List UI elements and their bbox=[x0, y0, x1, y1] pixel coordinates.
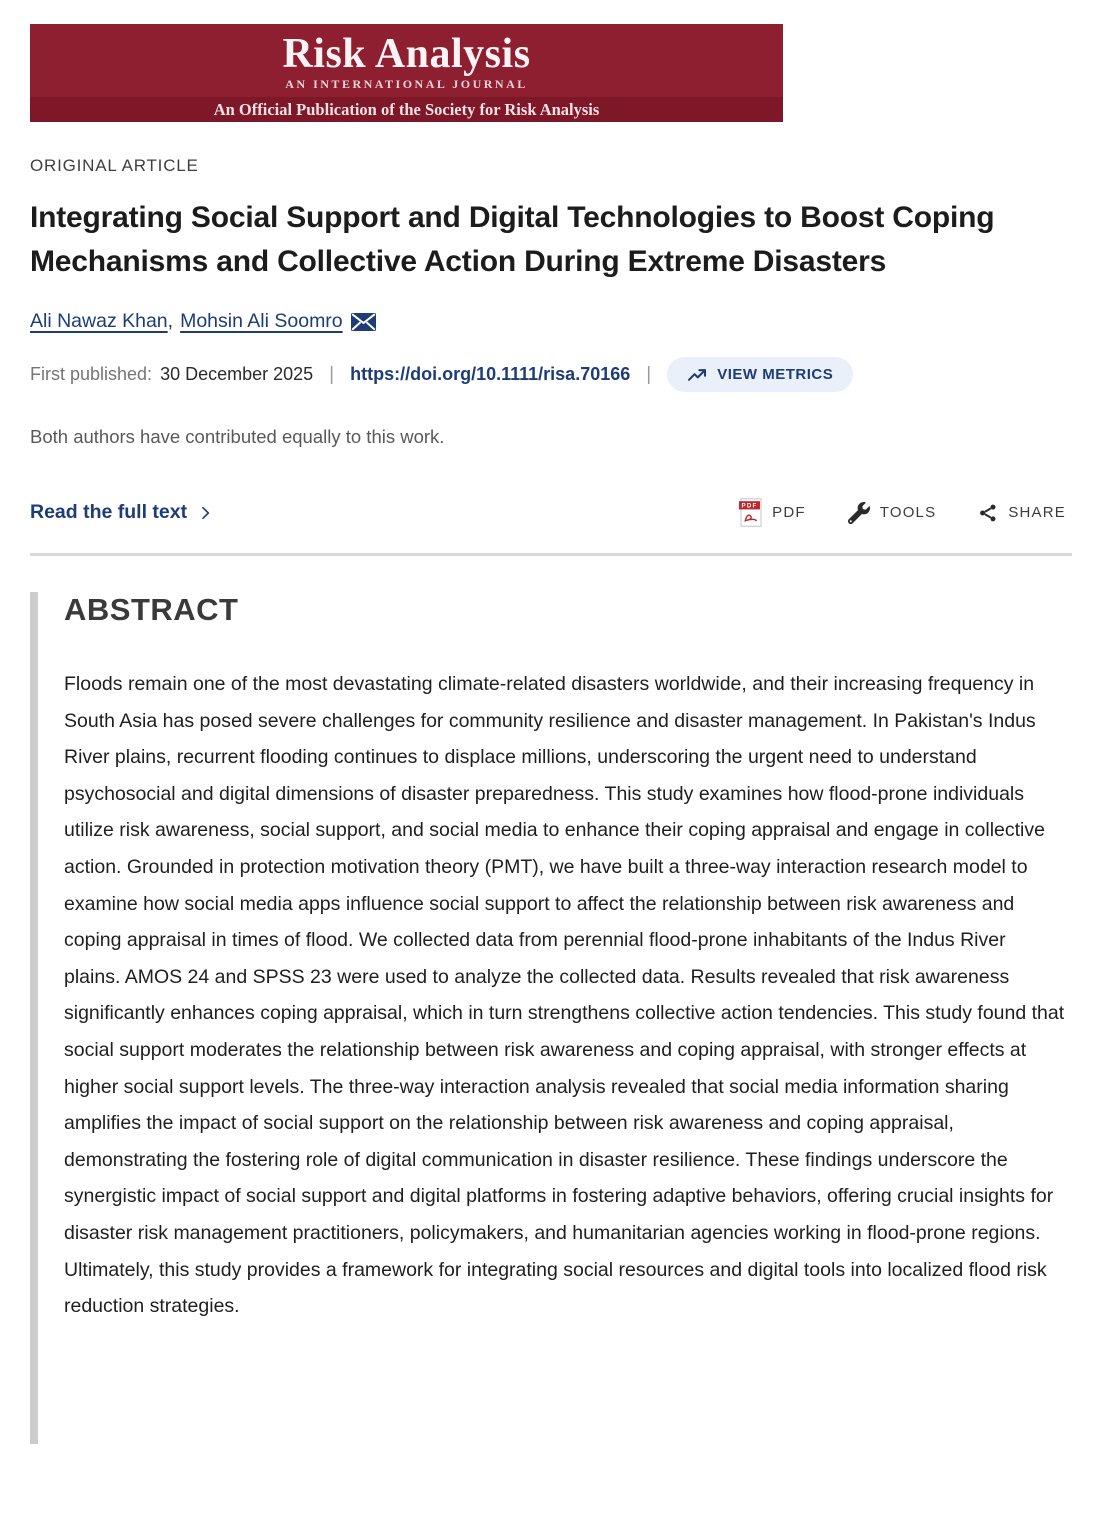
tools-button[interactable] bbox=[848, 502, 937, 524]
separator: | bbox=[646, 363, 652, 385]
pdf-icon bbox=[739, 498, 762, 527]
share-icon bbox=[978, 502, 998, 524]
pdf-button[interactable] bbox=[739, 498, 806, 527]
journal-tagline: An Official Publication of the Society for Risk Analysis bbox=[30, 97, 783, 122]
actions-row bbox=[30, 498, 1072, 527]
authors-row bbox=[30, 310, 1072, 333]
email-icon[interactable] bbox=[351, 313, 376, 331]
separator: | bbox=[329, 363, 335, 385]
author-separator: , bbox=[167, 310, 174, 332]
pdf-icon-text: PDF bbox=[741, 502, 758, 510]
pdf-label: PDF bbox=[772, 504, 806, 521]
view-metrics-button[interactable] bbox=[667, 357, 853, 392]
journal-title: Risk Analysis bbox=[282, 31, 531, 77]
article-type-label: ORIGINAL ARTICLE bbox=[30, 156, 199, 175]
journal-banner[interactable] bbox=[30, 24, 783, 122]
author-link-ali-nawaz-khan[interactable]: Ali Nawaz Khan bbox=[30, 310, 168, 332]
abstract-body: Floods remain one of the most devastating climate-related disasters worldwide, and their increasing frequency in South Asia has posed severe challenges for community resilience and disaster management. In Pakistan's Indus River plains, recurrent flooding continues to displace millions, underscoring the urgent need to understand psychosocial and digital dimensions of disaster preparedness. This study examines how flood-prone individuals utilize risk awareness, social support, and social media to enhance their coping appraisal and engage in collective action. Grounded in protection motivation theory (PMT), we have built a three-way interaction research model to examine how social media apps influence social support to affect the relationship between risk awareness and coping appraisal in times of flood. We collected data from perennial flood-prone inhabitants of the Indus River plains. AMOS 24 and SPSS 23 were used to analyze the collected data. Results revealed that risk awareness significantly enhances coping appraisal, which in turn strengthens collective action tendencies. This study found that social support moderates the relationship between risk awareness and coping appraisal, with stronger effects at higher social support levels. The three-way interaction analysis revealed that social media information sharing amplifies the impact of social support on the relationship between risk awareness and coping appraisal, demonstrating the fostering role of digital communication in disaster resilience. These findings underscore the synergistic impact of social support and digital platforms in fostering adaptive behaviors, offering crucial insights for disaster risk management practitioners, policymakers, and humanitarian agencies working in flood-prone regions. Ultimately, this study provides a framework for integrating social resources and digital tools into localized flood risk reduction strategies. bbox=[64, 673, 1065, 1318]
article-title: Integrating Social Support and Digital Technologies to Boost Coping Mechanisms and Collective Action During Extreme Disasters bbox=[30, 201, 995, 278]
wrench-icon bbox=[848, 502, 870, 524]
share-label: SHARE bbox=[1008, 504, 1066, 521]
first-published-label: First published: bbox=[30, 364, 153, 384]
read-full-text-label: Read the full text bbox=[30, 501, 188, 523]
toolbar bbox=[739, 498, 1072, 527]
doi-link[interactable]: https://doi.org/10.1111/risa.70166 bbox=[350, 364, 631, 384]
chevron-right-icon bbox=[197, 503, 213, 523]
view-metrics-label: VIEW METRICS bbox=[717, 366, 834, 383]
trending-up-icon bbox=[687, 367, 707, 383]
author-link-mohsin-ali-soomro[interactable]: Mohsin Ali Soomro bbox=[180, 310, 343, 332]
share-button[interactable] bbox=[978, 502, 1066, 524]
read-full-text-link[interactable] bbox=[30, 501, 213, 524]
contribution-note: Both authors have contributed equally to this work. bbox=[30, 426, 445, 447]
abstract-section bbox=[30, 592, 1072, 1444]
abstract-heading: ABSTRACT bbox=[64, 592, 239, 627]
journal-subtitle: AN INTERNATIONAL JOURNAL bbox=[285, 77, 528, 91]
first-published-date: 30 December 2025 bbox=[160, 364, 314, 384]
section-divider bbox=[30, 553, 1072, 556]
tools-label: TOOLS bbox=[879, 504, 937, 521]
publication-info-row bbox=[30, 357, 1072, 392]
